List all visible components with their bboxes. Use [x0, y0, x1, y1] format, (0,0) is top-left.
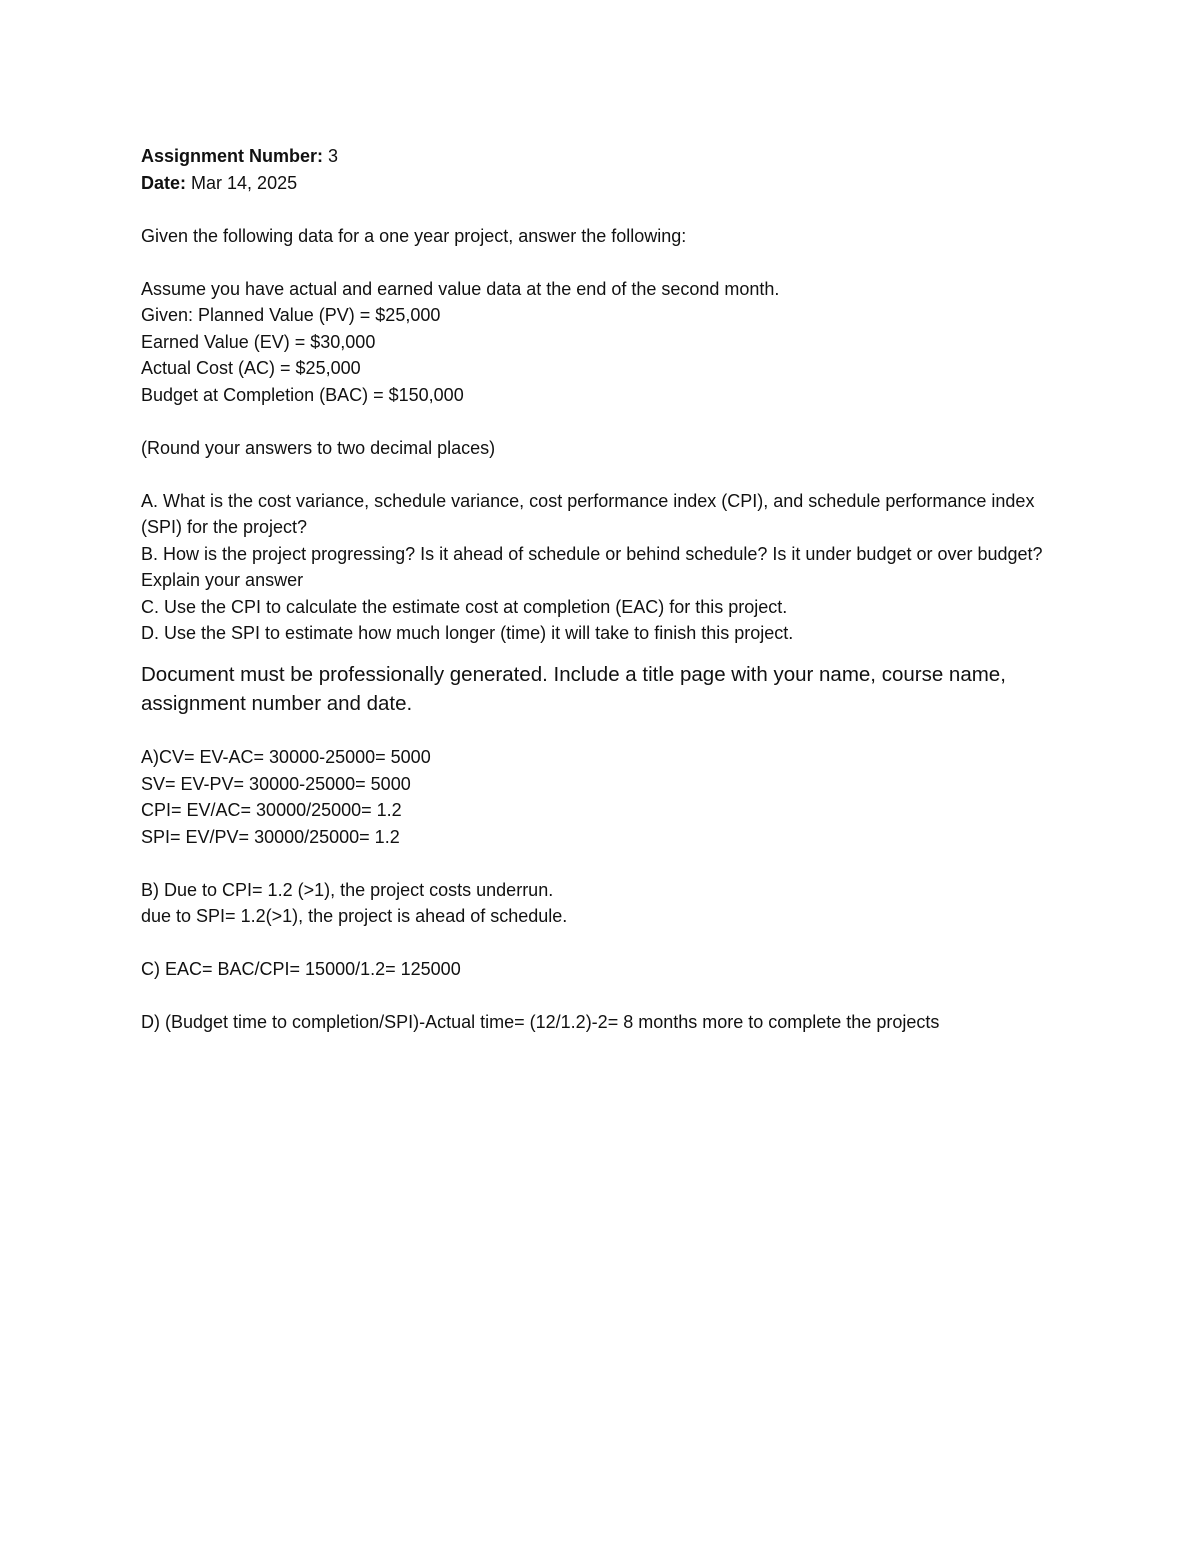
assignment-number-line [141, 143, 1071, 170]
round-note: (Round your answers to two decimal places) [141, 437, 496, 458]
date-value: Mar 14, 2025 [191, 172, 298, 193]
given-budget-at-completion: Budget at Completion (BAC) = $150,000 [141, 384, 464, 405]
date-line [141, 170, 1071, 197]
document-body [141, 143, 1071, 1036]
instructions-text: Document must be professionally generated. Include a title page with your name, course name, assignment number and date. [141, 662, 1006, 715]
answer-a-cv: A)CV= EV-AC= 30000-25000= 5000 [141, 747, 431, 767]
given-assume: Assume you have actual and earned value data at the end of the second month. [141, 278, 780, 299]
question-c: C. Use the CPI to calculate the estimate cost at completion (EAC) for this project. [141, 596, 788, 617]
date-label: Date: [141, 172, 187, 193]
question-d: D. Use the SPI to estimate how much longer (time) it will take to finish this project. [141, 623, 794, 643]
answer-a-sv: SV= EV-PV= 30000-25000= 5000 [141, 773, 411, 794]
answer-b-cpi: B) Due to CPI= 1.2 (>1), the project costs underrun. [141, 879, 554, 900]
answer-b-spi: due to SPI= 1.2(>1), the project is ahead of schedule. [141, 906, 568, 926]
answer-c: C) EAC= BAC/CPI= 15000/1.2= 125000 [141, 959, 461, 979]
intro-text: Given the following data for a one year project, answer the following: [141, 225, 687, 246]
question-b: B. How is the project progressing? Is it ahead of schedule or behind schedule? Is it under budget or over budget? Explain your answer [141, 543, 1043, 590]
answer-a-cpi: CPI= EV/AC= 30000/25000= 1.2 [141, 800, 402, 820]
assignment-number-label: Assignment Number: [141, 146, 324, 166]
answer-a-spi: SPI= EV/PV= 30000/25000= 1.2 [141, 826, 400, 847]
question-a: A. What is the cost variance, schedule variance, cost performance index (CPI), and schedule performance index (SPI) for the project? [141, 490, 1035, 537]
given-actual-cost: Actual Cost (AC) = $25,000 [141, 358, 361, 378]
answer-d: D) (Budget time to completion/SPI)-Actual time= (12/1.2)-2= 8 months more to complete the projects [141, 1012, 940, 1032]
assignment-number-value: 3 [328, 146, 339, 166]
given-planned-value: Given: Planned Value (PV) = $25,000 [141, 305, 441, 325]
given-earned-value: Earned Value (EV) = $30,000 [141, 331, 376, 352]
